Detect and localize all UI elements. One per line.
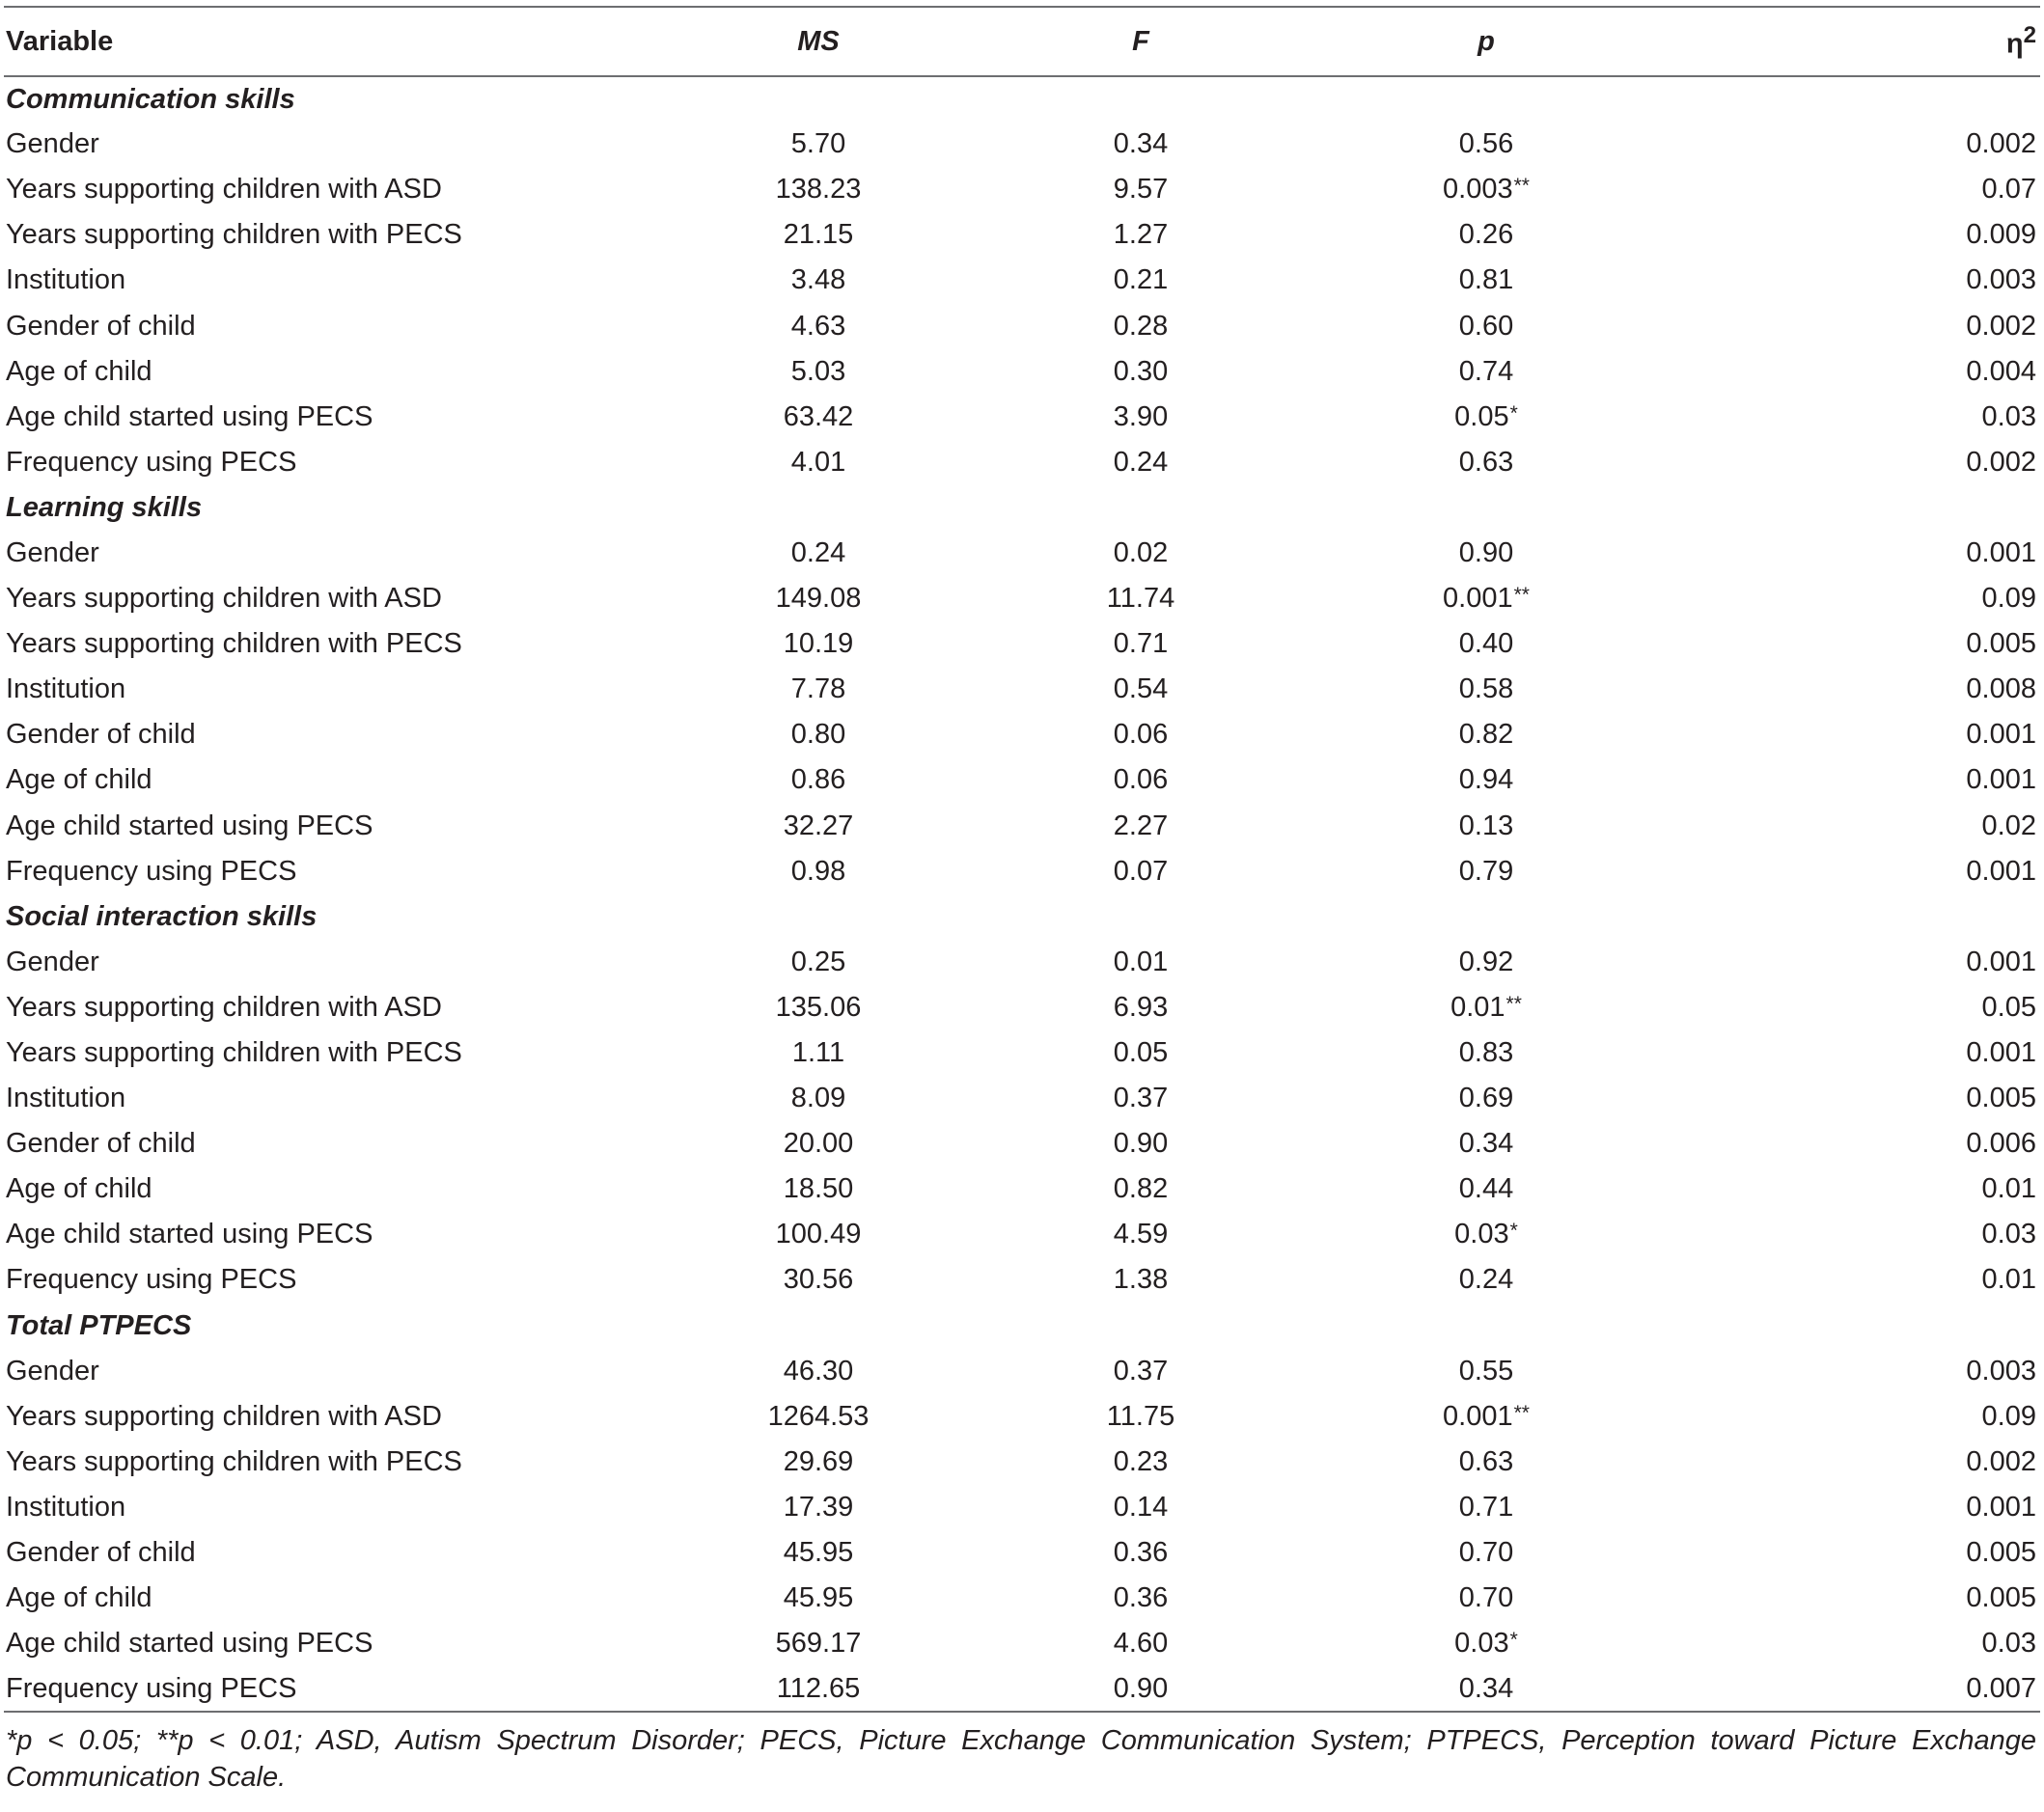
cell-variable: Institution xyxy=(6,1083,126,1114)
cell-ms: 138.23 xyxy=(775,174,862,206)
cell-f: 0.07 xyxy=(1113,855,1169,887)
cell-ms: 45.95 xyxy=(783,1537,854,1569)
p-value: 0.63 xyxy=(1458,1445,1514,1477)
cell-ms: 4.63 xyxy=(790,310,846,342)
significance-marker: * xyxy=(1509,1629,1518,1652)
cell-p xyxy=(1382,1666,1590,1712)
p-value: 0.70 xyxy=(1458,1537,1514,1569)
cell-ms: 5.70 xyxy=(790,128,846,160)
cell-p xyxy=(1382,1576,1590,1621)
p-value: 0.74 xyxy=(1458,355,1514,387)
p-value: 0.92 xyxy=(1458,946,1514,977)
cell-f: 0.82 xyxy=(1113,1173,1169,1205)
p-value: 0.55 xyxy=(1458,1355,1514,1386)
cell-p xyxy=(1382,1440,1590,1485)
cell-p xyxy=(1382,1349,1590,1394)
cell-f: 11.74 xyxy=(1106,583,1175,615)
cell-eta-squared: 0.001 xyxy=(1966,719,2036,751)
cell-eta-squared: 0.01 xyxy=(1981,1173,2036,1205)
table-row xyxy=(4,1530,2040,1576)
significance-marker: * xyxy=(1509,1220,1518,1243)
cell-p xyxy=(1382,757,1590,803)
cell-f: 2.27 xyxy=(1113,810,1169,841)
cell-variable: Age child started using PECS xyxy=(6,1219,373,1250)
cell-eta-squared: 0.001 xyxy=(1966,536,2036,568)
p-value: 0.34 xyxy=(1458,1128,1514,1160)
section-header-row xyxy=(4,1304,2040,1349)
cell-variable: Age child started using PECS xyxy=(6,400,373,432)
section-title: Communication skills xyxy=(6,83,295,115)
cell-variable: Institution xyxy=(6,264,126,296)
cell-ms: 32.27 xyxy=(783,810,854,841)
cell-eta-squared: 0.09 xyxy=(1981,1400,2036,1432)
cell-eta-squared: 0.005 xyxy=(1966,1537,2036,1569)
cell-eta-squared: 0.002 xyxy=(1966,310,2036,342)
section-header-row xyxy=(4,894,2040,940)
cell-p xyxy=(1382,1076,1590,1121)
table-row xyxy=(4,1440,2040,1485)
p-value: 0.001 xyxy=(1443,583,1513,615)
cell-variable: Gender xyxy=(6,946,99,977)
header-f xyxy=(899,7,1382,76)
cell-eta-squared: 0.001 xyxy=(1966,1037,2036,1069)
table-row xyxy=(4,1167,2040,1212)
significance-marker: ** xyxy=(1513,175,1530,198)
cell-p xyxy=(1382,712,1590,757)
cell-eta-squared: 0.005 xyxy=(1966,1582,2036,1614)
cell-ms: 3.48 xyxy=(790,264,846,296)
table-row xyxy=(4,1621,2040,1666)
table-row xyxy=(4,1257,2040,1303)
p-value: 0.44 xyxy=(1458,1173,1514,1205)
cell-ms: 30.56 xyxy=(783,1264,854,1296)
table-row xyxy=(4,940,2040,985)
cell-f: 0.14 xyxy=(1113,1491,1169,1523)
cell-f: 0.30 xyxy=(1113,355,1169,387)
cell-variable: Institution xyxy=(6,1491,126,1523)
p-value: 0.001 xyxy=(1443,1400,1513,1432)
table-row xyxy=(4,167,2040,212)
cell-f: 0.06 xyxy=(1113,719,1169,751)
table-row xyxy=(4,531,2040,576)
p-value: 0.69 xyxy=(1458,1083,1514,1114)
cell-eta-squared: 0.01 xyxy=(1981,1264,2036,1296)
p-value: 0.70 xyxy=(1458,1582,1514,1614)
cell-eta-squared: 0.07 xyxy=(1981,174,2036,206)
section-title: Social interaction skills xyxy=(6,900,318,932)
cell-f: 0.71 xyxy=(1113,628,1169,660)
cell-eta-squared: 0.004 xyxy=(1966,355,2036,387)
cell-f: 0.02 xyxy=(1113,536,1169,568)
cell-f: 4.59 xyxy=(1113,1219,1169,1250)
table-row xyxy=(4,712,2040,757)
table-row xyxy=(4,1576,2040,1621)
cell-p xyxy=(1382,258,1590,303)
cell-f: 0.06 xyxy=(1113,764,1169,796)
cell-ms: 46.30 xyxy=(783,1355,854,1386)
p-value: 0.05 xyxy=(1454,400,1509,432)
p-value: 0.79 xyxy=(1458,855,1514,887)
cell-eta-squared: 0.09 xyxy=(1981,583,2036,615)
cell-ms: 569.17 xyxy=(775,1628,862,1660)
cell-variable: Frequency using PECS xyxy=(6,446,297,478)
cell-p xyxy=(1382,167,1590,212)
table-row xyxy=(4,1485,2040,1530)
cell-variable: Years supporting children with PECS xyxy=(6,219,462,251)
table-row xyxy=(4,1212,2040,1257)
header-eta-symbol: η xyxy=(2005,28,2024,60)
cell-variable: Age of child xyxy=(6,355,152,387)
p-value: 0.82 xyxy=(1458,719,1514,751)
cell-f: 1.38 xyxy=(1113,1264,1169,1296)
table-footnote: *p < 0.05; **p < 0.01; ASD, Autism Spectrum Disorder; PECS, Picture Exchange Communication System; PTPECS, Perception toward Picture Exchange Communication Scale. xyxy=(6,1725,2036,1794)
header-eta xyxy=(1590,7,2040,76)
cell-p xyxy=(1382,1394,1590,1440)
cell-p xyxy=(1382,1485,1590,1530)
cell-ms: 112.65 xyxy=(737,1666,899,1712)
p-value: 0.01 xyxy=(1450,991,1505,1023)
cell-variable: Frequency using PECS xyxy=(6,1264,297,1296)
cell-variable: Age of child xyxy=(6,1582,152,1614)
cell-p xyxy=(1382,303,1590,348)
cell-f: 9.57 xyxy=(1113,174,1169,206)
header-ms-label: MS xyxy=(797,25,840,57)
cell-eta-squared: 0.03 xyxy=(1981,400,2036,432)
table-row xyxy=(4,849,2040,894)
header-variable: Variable xyxy=(4,7,737,76)
cell-eta-squared: 0.001 xyxy=(1966,1491,2036,1523)
cell-variable: Years supporting children with PECS xyxy=(6,1445,462,1477)
p-value: 0.56 xyxy=(1458,128,1514,160)
cell-p xyxy=(1382,1030,1590,1076)
cell-p xyxy=(1382,849,1590,894)
cell-variable: Gender of child xyxy=(6,719,196,751)
cell-ms: 21.15 xyxy=(783,219,854,251)
table-row xyxy=(4,303,2040,348)
section-title: Total PTPECS xyxy=(6,1309,192,1341)
cell-eta-squared: 0.006 xyxy=(1966,1128,2036,1160)
cell-eta-squared: 0.005 xyxy=(1966,1083,2036,1114)
cell-p xyxy=(1382,1257,1590,1303)
cell-p xyxy=(1382,440,1590,485)
p-value: 0.94 xyxy=(1458,764,1514,796)
cell-ms: 29.69 xyxy=(783,1445,854,1477)
cell-variable: Age of child xyxy=(6,764,152,796)
cell-eta-squared: 0.001 xyxy=(1966,764,2036,796)
cell-f: 4.60 xyxy=(1113,1628,1169,1660)
cell-ms: 0.80 xyxy=(790,719,846,751)
cell-eta-squared: 0.001 xyxy=(1966,855,2036,887)
p-value: 0.81 xyxy=(1458,264,1514,296)
cell-p xyxy=(1382,667,1590,712)
cell-variable: Years supporting children with ASD xyxy=(6,991,442,1023)
cell-eta-squared: 0.005 xyxy=(1966,628,2036,660)
section-title: Learning skills xyxy=(6,491,203,523)
table-row xyxy=(4,1076,2040,1121)
cell-ms: 0.25 xyxy=(790,946,846,977)
p-value: 0.71 xyxy=(1458,1491,1514,1523)
cell-eta-squared: 0.05 xyxy=(1981,991,2036,1023)
p-value: 0.26 xyxy=(1458,219,1514,251)
cell-f: 0.37 xyxy=(1113,1083,1169,1114)
header-f-label: F xyxy=(1132,25,1149,57)
cell-f: 0.28 xyxy=(1113,310,1169,342)
cell-eta-squared: 0.003 xyxy=(1966,264,2036,296)
table-row xyxy=(4,667,2040,712)
cell-eta-squared: 0.002 xyxy=(1966,128,2036,160)
cell-variable: Gender xyxy=(6,128,99,160)
significance-marker: ** xyxy=(1513,584,1530,607)
table-row xyxy=(4,757,2040,803)
cell-f: 0.34 xyxy=(1113,128,1169,160)
cell-p xyxy=(1382,122,1590,167)
cell-eta-squared: 0.007 xyxy=(1590,1666,2040,1712)
cell-p xyxy=(1382,985,1590,1030)
table-row xyxy=(4,258,2040,303)
p-value: 0.63 xyxy=(1458,446,1514,478)
cell-ms: 8.09 xyxy=(790,1083,846,1114)
significance-marker: * xyxy=(1509,401,1518,425)
table-row xyxy=(4,1349,2040,1394)
cell-variable: Years supporting children with ASD xyxy=(6,1400,442,1432)
table-row xyxy=(4,1394,2040,1440)
cell-ms: 10.19 xyxy=(783,628,854,660)
table-row xyxy=(4,440,2040,485)
table-row xyxy=(4,985,2040,1030)
cell-f: 0.01 xyxy=(1113,946,1169,977)
section-header-row xyxy=(4,76,2040,122)
cell-ms: 45.95 xyxy=(783,1582,854,1614)
table-row xyxy=(4,1121,2040,1167)
section-header-row xyxy=(4,485,2040,531)
cell-ms: 149.08 xyxy=(775,583,862,615)
table-row xyxy=(4,621,2040,667)
cell-variable: Years supporting children with PECS xyxy=(6,628,462,660)
cell-ms: 17.39 xyxy=(783,1491,854,1523)
cell-ms: 0.24 xyxy=(790,536,846,568)
cell-p xyxy=(1382,212,1590,258)
p-value: 0.003 xyxy=(1443,174,1513,206)
cell-f: 0.37 xyxy=(1113,1355,1169,1386)
cell-ms: 0.86 xyxy=(790,764,846,796)
cell-variable: Age child started using PECS xyxy=(6,810,373,841)
p-value: 0.60 xyxy=(1458,310,1514,342)
table-body xyxy=(4,76,2040,1712)
cell-p xyxy=(1382,1621,1590,1666)
cell-f: 3.90 xyxy=(1113,400,1169,432)
cell-eta-squared: 0.002 xyxy=(1966,446,2036,478)
cell-ms: 20.00 xyxy=(783,1128,854,1160)
cell-f: 0.24 xyxy=(1113,446,1169,478)
cell-eta-squared: 0.003 xyxy=(1966,1355,2036,1386)
header-row xyxy=(4,7,2040,76)
header-ms xyxy=(737,7,899,76)
cell-eta-squared: 0.002 xyxy=(1966,1445,2036,1477)
p-value: 0.40 xyxy=(1458,628,1514,660)
cell-p xyxy=(1382,621,1590,667)
table-row xyxy=(4,804,2040,849)
p-value: 0.03 xyxy=(1454,1219,1509,1250)
cell-variable: Institution xyxy=(6,673,126,705)
cell-eta-squared: 0.03 xyxy=(1981,1628,2036,1660)
cell-eta-squared: 0.009 xyxy=(1966,219,2036,251)
cell-variable: Gender of child xyxy=(6,1537,196,1569)
cell-p xyxy=(1382,804,1590,849)
cell-p xyxy=(1382,940,1590,985)
cell-eta-squared: 0.02 xyxy=(1981,810,2036,841)
cell-f: 6.93 xyxy=(1113,991,1169,1023)
cell-f: 1.27 xyxy=(1113,219,1169,251)
p-value: 0.34 xyxy=(1458,1672,1514,1704)
table-row xyxy=(4,212,2040,258)
cell-variable: Frequency using PECS xyxy=(4,1666,737,1712)
p-value: 0.24 xyxy=(1458,1264,1514,1296)
p-value: 0.13 xyxy=(1458,810,1514,841)
cell-p xyxy=(1382,1167,1590,1212)
cell-ms: 5.03 xyxy=(790,355,846,387)
cell-ms: 63.42 xyxy=(783,400,854,432)
cell-ms: 1.11 xyxy=(791,1037,845,1069)
cell-ms: 0.98 xyxy=(790,855,846,887)
cell-f: 0.36 xyxy=(1113,1537,1169,1569)
cell-ms: 135.06 xyxy=(775,991,862,1023)
cell-variable: Gender of child xyxy=(6,310,196,342)
cell-f: 0.90 xyxy=(1113,1128,1169,1160)
cell-variable: Gender xyxy=(6,1355,99,1386)
cell-p xyxy=(1382,349,1590,395)
cell-ms: 18.50 xyxy=(783,1173,854,1205)
cell-p xyxy=(1382,395,1590,440)
cell-f: 0.23 xyxy=(1113,1445,1169,1477)
table-row xyxy=(4,122,2040,167)
table-row xyxy=(4,1030,2040,1076)
cell-p xyxy=(1382,576,1590,621)
cell-p xyxy=(1382,1212,1590,1257)
cell-p xyxy=(1382,1530,1590,1576)
header-p xyxy=(1382,7,1590,76)
cell-ms: 100.49 xyxy=(775,1219,862,1250)
cell-f: 11.75 xyxy=(1106,1400,1175,1432)
p-value: 0.90 xyxy=(1458,536,1514,568)
cell-f: 0.05 xyxy=(1113,1037,1169,1069)
cell-f: 0.36 xyxy=(1113,1582,1169,1614)
cell-eta-squared: 0.001 xyxy=(1966,946,2036,977)
cell-f: 0.54 xyxy=(1113,673,1169,705)
table-row xyxy=(4,349,2040,395)
cell-p xyxy=(1382,531,1590,576)
cell-p xyxy=(1382,1121,1590,1167)
cell-variable: Years supporting children with ASD xyxy=(6,174,442,206)
cell-f: 0.21 xyxy=(1113,264,1169,296)
cell-eta-squared: 0.03 xyxy=(1981,1219,2036,1250)
table-row xyxy=(4,1666,2040,1712)
p-value: 0.03 xyxy=(1454,1628,1509,1660)
cell-f: 0.90 xyxy=(899,1666,1382,1712)
p-value: 0.83 xyxy=(1458,1037,1514,1069)
cell-variable: Gender of child xyxy=(6,1128,196,1160)
cell-ms: 1264.53 xyxy=(767,1400,870,1432)
anova-results-table xyxy=(4,6,2040,1713)
header-p-label: p xyxy=(1478,25,1495,57)
cell-variable: Frequency using PECS xyxy=(6,855,297,887)
header-eta-superscript: 2 xyxy=(2023,22,2036,49)
significance-marker: ** xyxy=(1513,1401,1530,1424)
cell-eta-squared: 0.008 xyxy=(1966,673,2036,705)
table-header xyxy=(4,7,2040,76)
cell-ms: 4.01 xyxy=(790,446,846,478)
cell-variable: Gender xyxy=(6,536,99,568)
p-value: 0.58 xyxy=(1458,673,1514,705)
cell-variable: Age of child xyxy=(6,1173,152,1205)
cell-ms: 7.78 xyxy=(790,673,846,705)
cell-variable: Years supporting children with ASD xyxy=(6,583,442,615)
table-row xyxy=(4,576,2040,621)
cell-variable: Years supporting children with PECS xyxy=(6,1037,462,1069)
table-row xyxy=(4,395,2040,440)
cell-variable: Age child started using PECS xyxy=(6,1628,373,1660)
significance-marker: ** xyxy=(1505,992,1522,1015)
